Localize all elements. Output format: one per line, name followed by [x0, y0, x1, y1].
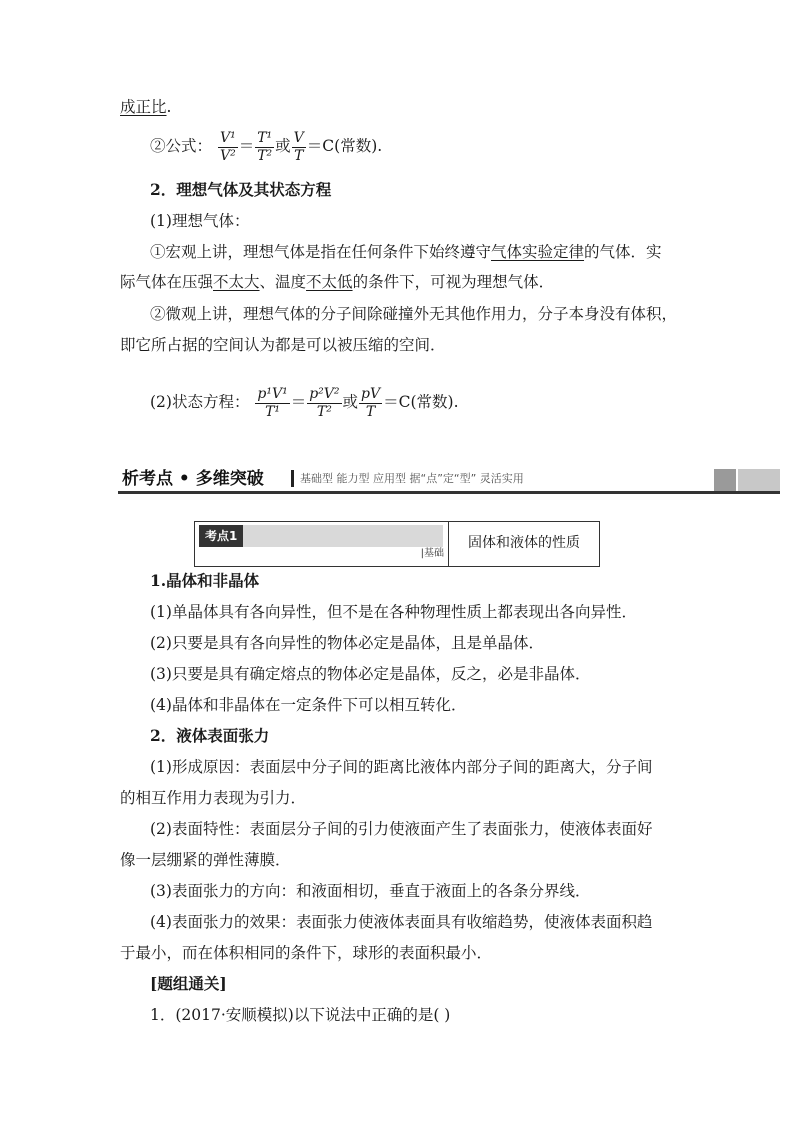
fraction: $\frac{pV}{T}$ — [361, 385, 381, 420]
section-banner — [118, 466, 780, 492]
text-line: (3)表面张力的方向：和液面相切，垂直于液面上的各条分界线． — [150, 882, 591, 900]
fraction: $\frac{\text{T¹}}{\text{T²}}$ — [257, 129, 273, 164]
banner-title: 析考点 • 多维突破 — [122, 469, 264, 489]
text-line: ①宏观上讲，理想气体是指在任何条件下始终遵守气体实验定律的气体．实 — [150, 243, 662, 261]
kaodian-title: 固体和液体的性质 — [468, 535, 580, 551]
kaodian-left — [195, 522, 449, 566]
kaodian-bar — [243, 525, 443, 547]
fraction: $\frac{\text{p²V²}}{\text{T²}}$ — [309, 385, 340, 420]
underlined-term: 成正比 — [120, 98, 167, 116]
formula-line-1: ②公式： $\frac{\text{V¹}}{\text{V²}}$ ＝ $\frac{\text{T¹}}{\text{T²}}$ 或 $\frac{V}{T}$ ＝C(常数). — [150, 129, 383, 164]
subheading: 2．液体表面张力 — [150, 726, 270, 745]
text-line: 的相互作用力表现为引力． — [120, 789, 307, 807]
banner-decor-block — [738, 469, 780, 491]
text-line: 成正比. — [120, 98, 172, 116]
text-line: (3)只要是具有确定熔点的物体必定是晶体，反之，必是非晶体． — [150, 665, 591, 683]
banner-divider — [291, 470, 294, 487]
question-line: 1．(2017·安顺模拟)以下说法中正确的是( ) — [150, 1006, 451, 1024]
text-line: 际气体在压强不太大、温度不太低的条件下，可视为理想气体． — [120, 273, 555, 291]
text-line: (2)表面特性：表面层分子间的引力使液面产生了表面张力，使液体表面好 — [150, 820, 653, 838]
exercise-heading: [题组通关] — [150, 974, 227, 993]
fraction: $\frac{V}{T}$ — [293, 129, 304, 164]
fraction: $\frac{\text{V¹}}{\text{V²}}$ — [219, 129, 236, 164]
banner-rule — [118, 491, 780, 494]
underlined-term: 气体实验定律 — [491, 243, 585, 261]
subheading: 2．理想气体及其状态方程 — [150, 180, 332, 199]
kaodian-box — [194, 521, 600, 567]
fraction: $\frac{\text{p¹V¹}}{\text{T¹}}$ — [257, 385, 288, 420]
underlined-term: 不太低 — [306, 273, 353, 291]
text-line: (1)单晶体具有各向异性，但不是在各种物理性质上都表现出各向异性． — [150, 603, 637, 621]
text-line: (1)形成原因：表面层中分子间的距离比液体内部分子间的距离大，分子间 — [150, 758, 653, 776]
kaodian-badge: 考点1 — [199, 525, 243, 547]
formula-line-2: (2)状态方程： $\frac{\text{p¹V¹}}{\text{T¹}}$ ＝ $\frac{\text{p²V²}}{\text{T²}}$ 或 $\frac{pV}{T}$ ＝C(常数). — [150, 385, 459, 420]
banner-subtitle: 基础型 能力型 应用型 据“点”定“型” 灵活实用 — [300, 472, 524, 485]
kaodian-tag: |基础 — [420, 548, 444, 559]
text-line: 像一层绷紧的弹性薄膜． — [120, 851, 291, 869]
text-line: 即它所占据的空间认为都是可以被压缩的空间． — [120, 336, 446, 354]
text-line: 于最小，而在体积相同的条件下，球形的表面积最小． — [120, 944, 493, 962]
banner-decor-block — [714, 469, 736, 491]
text-line: ②微观上讲，理想气体的分子间除碰撞外无其他作用力，分子本身没有体积， — [150, 305, 678, 323]
text-line: (4)晶体和非晶体在一定条件下可以相互转化． — [150, 696, 467, 714]
formula-label: (2)状态方程： — [150, 393, 250, 411]
text-line: (4)表面张力的效果：表面张力使液体表面具有收缩趋势，使液体表面积趋 — [150, 913, 653, 931]
subheading: 1.晶体和非晶体 — [150, 571, 260, 590]
underlined-term: 不太大 — [213, 273, 260, 291]
text-line: (2)只要是具有各向异性的物体必定是晶体，且是单晶体． — [150, 634, 544, 652]
formula-label: ②公式： — [150, 137, 213, 155]
text-line: (1)理想气体： — [150, 212, 250, 230]
